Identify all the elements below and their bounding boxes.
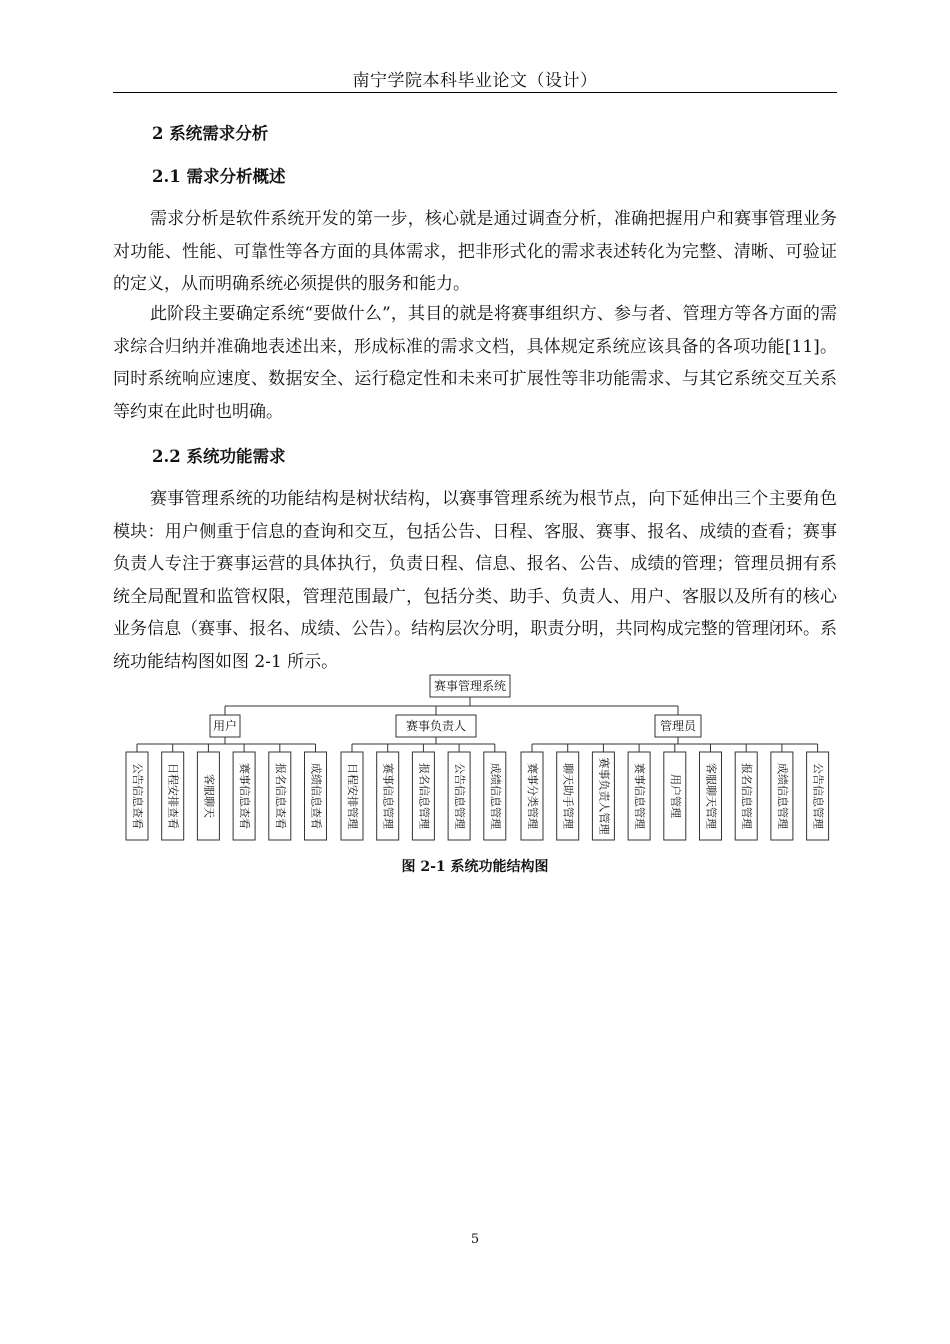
leaf-node-label: 赛事分类管理 [526,763,539,829]
leaf-node-label: 报名信息查看 [273,763,287,829]
leaf-node-label: 用户管理 [668,774,682,818]
section-heading: 2 系统需求分析 [152,124,269,143]
subsection-heading-2-1: 2.1 需求分析概述 [152,167,286,186]
leaf-node-label: 赛事信息管理 [381,763,395,829]
role-node-label: 管理员 [659,719,697,733]
paragraph: 赛事管理系统的功能结构是树状结构，以赛事管理系统为根节点，向下延伸出三个主要角色模块：用户侧重于信息的查询和交互，包括公告、日程、客服、赛事、报名、成绩的查看；赛事负责人专注于赛事运营的具体执行，负责日程、信息、报名、公告、成绩的管理；管理员拥有系统全局配置和监管权限，管理范围最广，包括分类、助手、负责人、用户、客服以及所有的核心业务信息（赛事、报名、成绩、公告）。结构层次分明，职责分明，共同构成完整的管理闭环。系统功能结构图如图 2-1 所示。 [113,489,837,672]
subsection-heading-2-2: 2.2 系统功能需求 [152,447,286,466]
leaf-node-label: 客服聊天管理 [704,763,718,829]
leaf-node-label: 赛事负责人管理 [597,757,611,835]
leaf-node-label: 日程安排管理 [346,763,359,829]
leaf-node-label: 赛事信息查看 [238,763,252,829]
page-number: 5 [470,1232,480,1247]
leaf-node-label: 日程安排查看 [166,763,180,829]
leaf-node-label: 聊天助手管理 [561,763,575,829]
paragraph: 此阶段主要确定系统“要做什么”，其目的就是将赛事组织方、参与者、管理方等各方面的需求综合归纳并准确地表述出来，形成标准的需求文档，具体规定系统应该具备的各项功能[11]。同时系统响应速度、数据安全、运行稳定性和未来可扩展性等非功能需求、与其它系统交互关系等约束在此时也明确。 [113,304,837,422]
paragraph: 需求分析是软件系统开发的第一步，核心就是通过调查分析，准确把握用户和赛事管理业务对功能、性能、可靠性等各方面的具体需求，把非形式化的需求表述转化为完整、清晰、可验证的定义，从而明确系统必须提供的服务和能力。 [113,209,837,294]
root-node-label: 赛事管理系统 [433,679,507,693]
role-node-label: 用户 [212,719,238,733]
role-node-label: 赛事负责人 [405,719,467,733]
leaf-node-label: 成绩信息查看 [309,763,323,829]
leaf-node-label: 公告信息管理 [453,763,467,829]
leaf-node-label: 公告信息管理 [811,763,825,829]
leaf-node-label: 报名信息管理 [417,763,431,829]
leaf-node-label: 报名信息管理 [740,763,754,829]
leaf-node-label: 成绩信息管理 [775,763,789,829]
leaf-node-label: 成绩信息管理 [488,763,502,829]
figure-caption: 图 2-1 系统功能结构图 [401,859,549,875]
leaf-node-label: 客服聊天 [202,774,216,818]
leaf-node-label: 赛事信息管理 [633,763,647,829]
page-header: 南宁学院本科毕业论文（设计） [352,71,598,91]
leaf-node-label: 公告信息查看 [131,763,144,829]
